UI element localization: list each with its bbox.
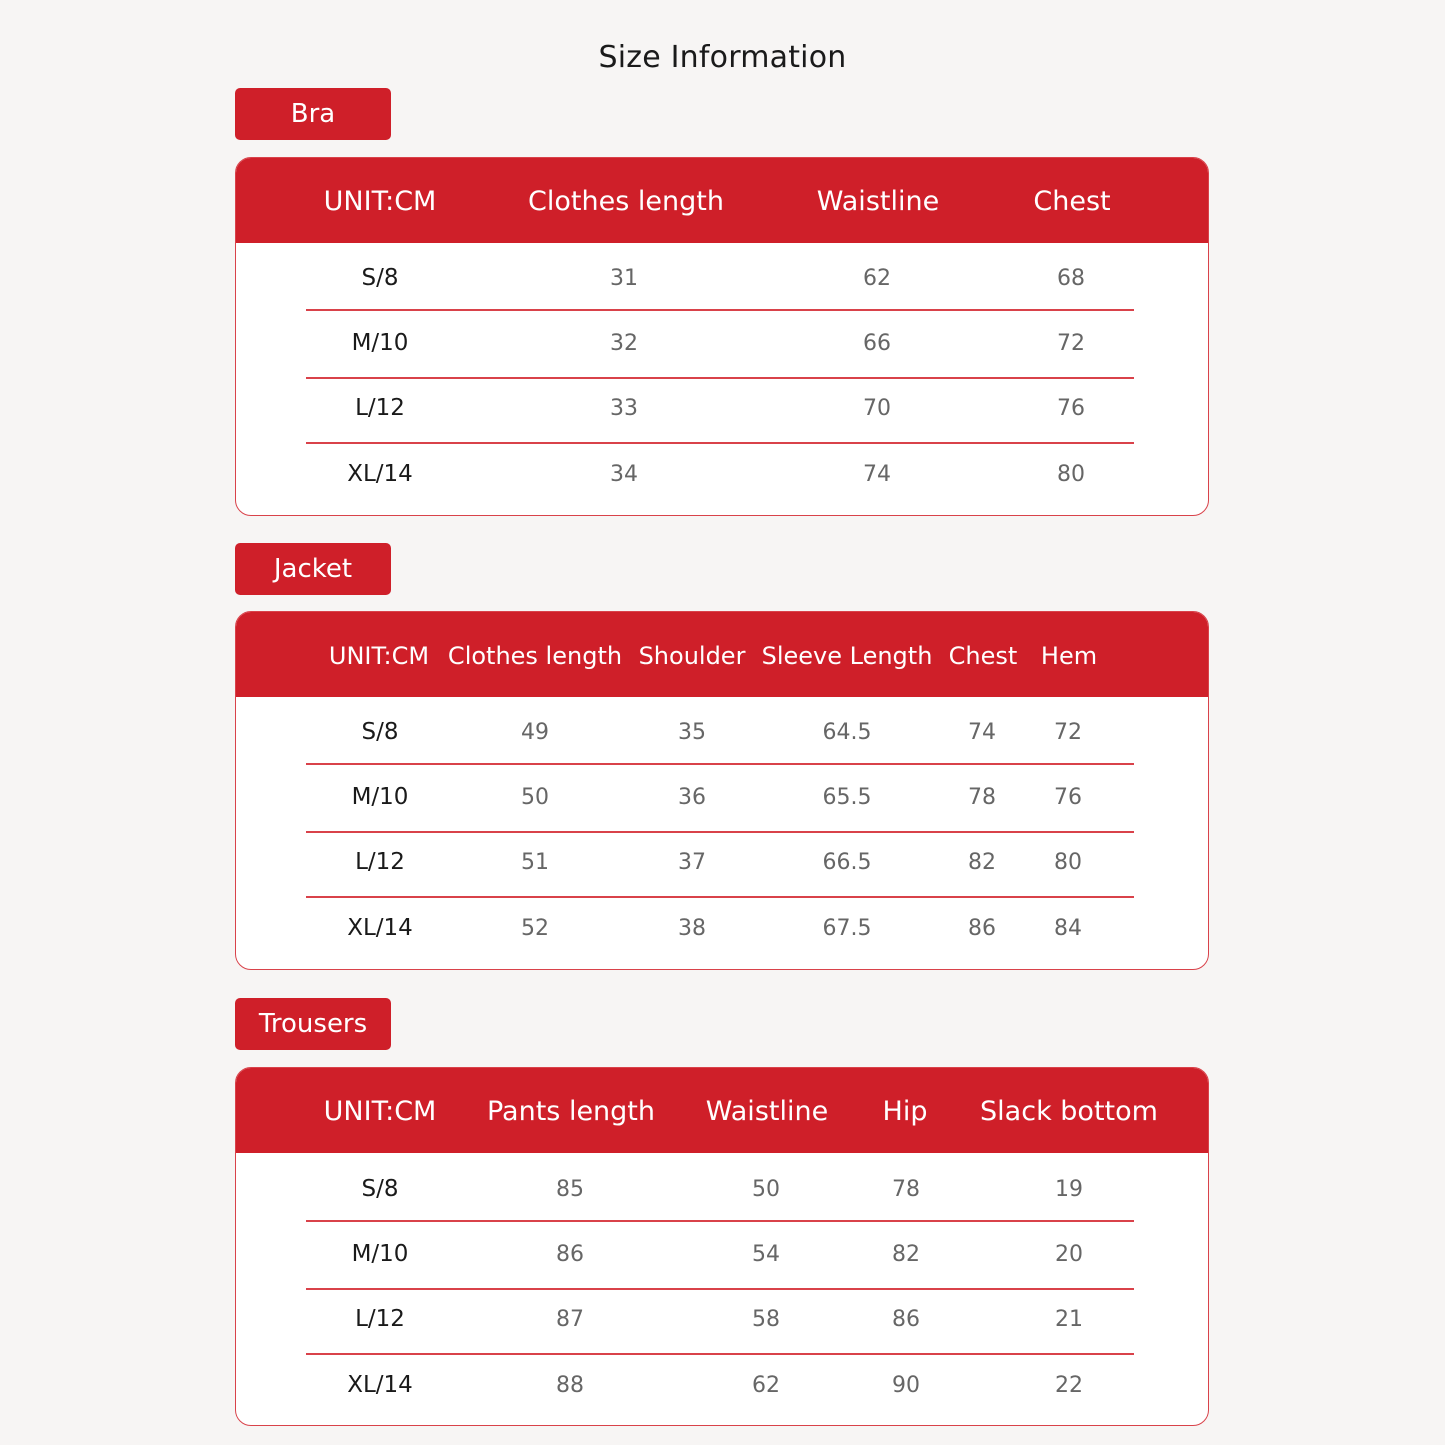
size-label: M/10	[351, 784, 409, 810]
header-cell: Waistline	[816, 186, 940, 217]
table-cell: 86	[892, 1307, 920, 1332]
table-row	[236, 246, 1208, 311]
table-cell: 32	[610, 331, 638, 356]
table-cell: 82	[892, 1242, 920, 1267]
table-cell: 90	[892, 1373, 920, 1398]
size-label: L/12	[355, 849, 405, 875]
page-title: Size Information	[598, 40, 847, 75]
table-header	[236, 1068, 1208, 1153]
size-label: XL/14	[347, 461, 413, 487]
table-cell: 31	[610, 266, 638, 291]
table-cell: 51	[521, 850, 549, 875]
size-label: S/8	[361, 719, 399, 745]
size-label: XL/14	[347, 915, 413, 941]
size-label: S/8	[361, 1176, 399, 1202]
table-cell: 76	[1057, 396, 1085, 421]
table-cell: 38	[678, 916, 706, 941]
table-cell: 68	[1057, 266, 1085, 291]
size-label: S/8	[361, 265, 399, 291]
table-row	[236, 700, 1208, 765]
table-cell: 72	[1057, 331, 1085, 356]
table-cell: 54	[752, 1242, 780, 1267]
table-cell: 64.5	[822, 720, 872, 745]
table-cell: 37	[678, 850, 706, 875]
table-cell: 67.5	[822, 916, 872, 941]
table-cell: 80	[1054, 850, 1082, 875]
table-cell: 87	[556, 1307, 584, 1332]
table-cell: 70	[863, 396, 891, 421]
table-cell: 33	[610, 396, 638, 421]
table-cell: 72	[1054, 720, 1082, 745]
table-header	[236, 158, 1208, 243]
table-header	[236, 612, 1208, 697]
table-cell: 82	[968, 850, 996, 875]
size-label: M/10	[351, 1241, 409, 1267]
section-tab-jacket: Jacket	[235, 543, 391, 595]
size-table-trousers	[235, 1067, 1209, 1426]
header-cell: Slack bottom	[980, 1096, 1158, 1127]
size-label: L/12	[355, 1306, 405, 1332]
table-cell: 62	[752, 1373, 780, 1398]
header-cell: Chest	[1033, 186, 1111, 217]
table-cell: 78	[892, 1177, 920, 1202]
size-label: M/10	[351, 330, 409, 356]
table-row	[236, 830, 1208, 895]
table-cell: 66	[863, 331, 891, 356]
table-cell: 49	[521, 720, 549, 745]
table-row	[236, 311, 1208, 376]
table-cell: 85	[556, 1177, 584, 1202]
section-tab-trousers: Trousers	[235, 998, 391, 1050]
table-cell: 50	[521, 785, 549, 810]
size-label: XL/14	[347, 1372, 413, 1398]
table-row	[236, 896, 1208, 961]
table-row	[236, 1222, 1208, 1287]
table-cell: 80	[1057, 462, 1085, 487]
header-cell: UNIT:CM	[328, 642, 430, 670]
table-cell: 86	[556, 1242, 584, 1267]
header-cell: Sleeve Length	[761, 642, 933, 670]
header-cell: Clothes length	[447, 642, 623, 670]
header-cell: UNIT:CM	[323, 186, 437, 217]
header-cell: Shoulder	[638, 642, 746, 670]
size-table-jacket	[235, 611, 1209, 970]
table-cell: 22	[1055, 1373, 1083, 1398]
table-row	[236, 1353, 1208, 1418]
table-row	[236, 442, 1208, 507]
header-cell: Clothes length	[528, 186, 724, 217]
header-cell: Hem	[1040, 642, 1098, 670]
table-cell: 52	[521, 916, 549, 941]
table-row	[236, 1287, 1208, 1352]
section-tab-bra: Bra	[235, 88, 391, 140]
table-cell: 50	[752, 1177, 780, 1202]
table-cell: 20	[1055, 1242, 1083, 1267]
header-cell: Pants length	[486, 1096, 656, 1127]
table-row	[236, 765, 1208, 830]
table-cell: 21	[1055, 1307, 1083, 1332]
header-cell: Hip	[882, 1096, 928, 1127]
table-cell: 88	[556, 1373, 584, 1398]
table-cell: 78	[968, 785, 996, 810]
table-cell: 62	[863, 266, 891, 291]
header-cell: Chest	[948, 642, 1018, 670]
table-cell: 84	[1054, 916, 1082, 941]
table-cell: 34	[610, 462, 638, 487]
table-cell: 66.5	[822, 850, 872, 875]
table-row	[236, 376, 1208, 441]
header-cell: Waistline	[705, 1096, 829, 1127]
table-cell: 58	[752, 1307, 780, 1332]
table-cell: 86	[968, 916, 996, 941]
table-cell: 19	[1055, 1177, 1083, 1202]
header-cell: UNIT:CM	[323, 1096, 437, 1127]
table-cell: 65.5	[822, 785, 872, 810]
table-cell: 36	[678, 785, 706, 810]
table-cell: 76	[1054, 785, 1082, 810]
table-cell: 74	[968, 720, 996, 745]
table-cell: 74	[863, 462, 891, 487]
size-table-bra	[235, 157, 1209, 516]
table-row	[236, 1157, 1208, 1222]
table-cell: 35	[678, 720, 706, 745]
size-label: L/12	[355, 395, 405, 421]
